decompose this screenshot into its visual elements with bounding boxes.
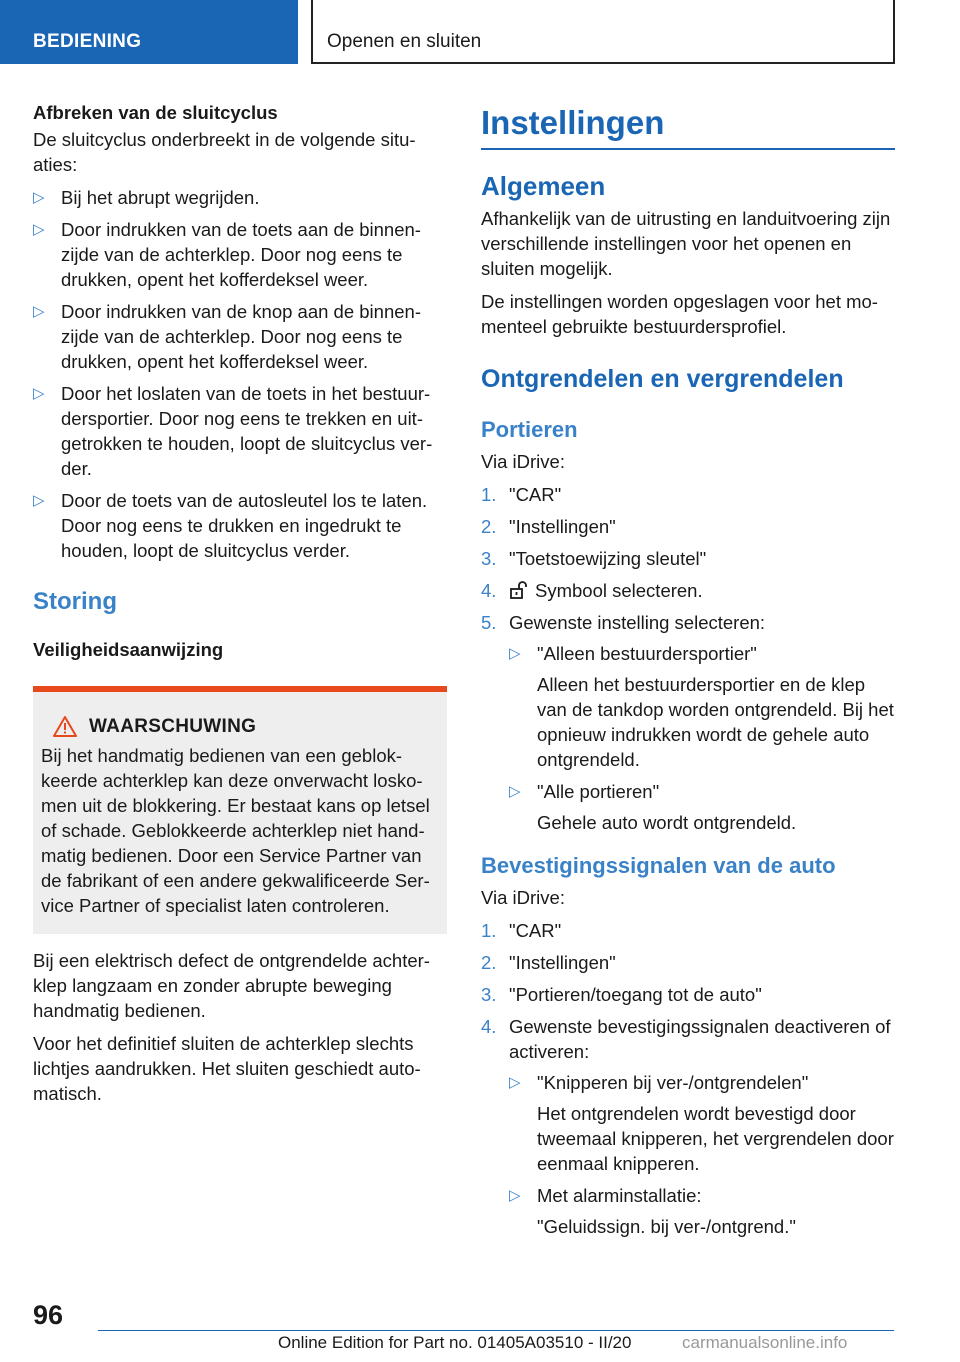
bevestiging-options <box>509 1070 895 1239</box>
right-column <box>481 98 895 1246</box>
portieren-options <box>509 641 895 835</box>
list-item: ▷ "Knipperen bij ver-/ontgrendelen" Het ontgrendelen wordt bevestigd door tweemaal knipperen, het vergrendelen door eenmaal knipperen. <box>509 1072 894 1174</box>
portieren-steps <box>481 482 895 835</box>
warning-box <box>33 686 447 934</box>
page-title: Instellingen <box>481 104 665 141</box>
list-item: ▷ Door de toets van de autosleutel los te laten. Door nog eens te drukken en ingedrukt te houden, loopt de sluitcyclus verder. <box>33 490 428 561</box>
triangle-bullet-icon: ▷ <box>509 1074 521 1091</box>
warning-text: Bij het handmatig bedienen van een geblok-keerde achterklep kan deze onverwacht losko-men uit de blokkering. Er bestaat kans op letsel of schade. Geblokkeerde achterklep niet hand-matig bedienen. Door een Service Partner van de fabrikant of een andere gekwalificeerde Ser-vice Partner of specialist laten controleren. <box>41 745 430 916</box>
triangle-bullet-icon: ▷ <box>509 1187 521 1204</box>
list-item: 4. Gewenste bevestigingssignalen deactiveren of activeren: ▷ "Knipperen bij ver-/ontgrendelen" Het ontgrendelen wordt bevestigd door tweemaal knipperen, het vergrendelen door eenmaal knipperen. ▷ Met alarminstallatie: "Geluidssign. bij ver-/ontgrend." <box>481 1016 894 1237</box>
list-item: 1. "CAR" <box>481 920 562 941</box>
section-tab <box>0 0 298 64</box>
intro-paragraph: De sluitcyclus onderbreekt in de volgende situ-aties: <box>33 129 416 175</box>
list-item: 4. Symbool selecteren. <box>481 580 703 601</box>
left-column <box>33 100 447 1114</box>
list-item: ▷ "Alle portieren" Gehele auto wordt ontgrendeld. <box>509 781 797 833</box>
title-divider <box>481 148 895 150</box>
page-number: 96 <box>33 1300 64 1330</box>
triangle-bullet-icon: ▷ <box>33 385 45 402</box>
list-item: 3. "Toetstoewijzing sleutel" <box>481 548 707 569</box>
heading-ontgrendelen: Ontgrendelen en vergrendelen <box>481 365 844 393</box>
section-title: BEDIENING <box>33 31 142 52</box>
algemeen-paragraph-2: De instellingen worden opgeslagen voor het mo-menteel gebruikte bestuurdersprofiel. <box>481 291 878 337</box>
triangle-bullet-icon: ▷ <box>509 783 521 800</box>
triangle-bullet-icon: ▷ <box>33 303 45 320</box>
heading-portieren: Portieren <box>481 417 578 442</box>
paragraph-closing: Voor het definitief sluiten de achterklep slechts lichtjes aandrukken. Het sluiten geschiedt auto-matisch. <box>33 1033 421 1104</box>
watermark: carmanualsonline.info <box>682 1333 848 1352</box>
triangle-bullet-icon: ▷ <box>33 221 45 238</box>
via-idrive: Via iDrive: <box>481 451 565 472</box>
unlock-symbol-icon <box>509 580 529 600</box>
via-idrive: Via iDrive: <box>481 887 565 908</box>
list-item: ▷ Door indrukken van de toets aan de binnen-zijde van de achterklep. Door nog eens te drukken, opent het kofferdeksel weer. <box>33 219 421 290</box>
triangle-bullet-icon: ▷ <box>509 645 521 662</box>
paragraph-defect: Bij een elektrisch defect de ontgrendelde achter-klep langzaam en zonder abrupte beweging handmatig bedienen. <box>33 950 430 1021</box>
heading-bevestiging: Bevestigingssignalen van de auto <box>481 853 836 878</box>
list-item: 3. "Portieren/toegang tot de auto" <box>481 984 762 1005</box>
heading-algemeen: Algemeen <box>481 171 606 201</box>
list-item: ▷ Met alarminstallatie: "Geluidssign. bij ver-/ontgrend." <box>509 1185 796 1237</box>
bevestiging-steps <box>481 918 895 1239</box>
chapter-tab <box>311 0 895 64</box>
heading-storing: Storing <box>33 588 117 615</box>
list-item: 5. Gewenste instelling selecteren: ▷ "Alleen bestuurdersportier" Alleen het bestuurdersportier en de klep van de tankdop worden ontgrendeld. Bij het opnieuw indrukken wordt de gehele auto ontgrendeld. ▷ "Alle portieren" Gehele auto wordt ontgrendeld. <box>481 612 894 833</box>
warning-triangle-icon <box>53 716 77 737</box>
list-item: ▷ Bij het abrupt wegrijden. <box>33 187 260 208</box>
list-item: ▷ Door indrukken van de knop aan de binnen-zijde van de achterklep. Door nog eens te drukken, opent het kofferdeksel weer. <box>33 301 421 372</box>
chapter-title: Openen en sluiten <box>327 31 482 52</box>
heading-afbreken: Afbreken van de sluitcyclus <box>33 102 278 123</box>
triangle-bullet-icon: ▷ <box>33 492 45 509</box>
list-item: ▷ Door het loslaten van de toets in het bestuur-dersportier. Door nog eens te trekken en uit-getrokken te houden, loopt de sluitcyclus ver-der. <box>33 383 433 479</box>
triangle-bullet-icon: ▷ <box>33 189 45 206</box>
list-item: 2. "Instellingen" <box>481 516 616 537</box>
edition-text: Online Edition for Part no. 01405A03510 - II/20 <box>278 1333 632 1352</box>
list-item: 2. "Instellingen" <box>481 952 616 973</box>
footer-divider <box>98 1330 894 1331</box>
situations-list <box>33 185 447 563</box>
algemeen-paragraph-1: Afhankelijk van de uitrusting en landuitvoering zijn verschillende instellingen voor het openen en sluiten mogelijk. <box>481 208 891 279</box>
list-item: ▷ "Alleen bestuurdersportier" Alleen het bestuurdersportier en de klep van de tankdop worden ontgrendeld. Bij het opnieuw indrukken wordt de gehele auto ontgrendeld. <box>509 643 894 770</box>
list-item: 1. "CAR" <box>481 484 562 505</box>
heading-safety: Veiligheidsaanwijzing <box>33 639 224 660</box>
warning-title: WAARSCHUWING <box>89 716 257 737</box>
